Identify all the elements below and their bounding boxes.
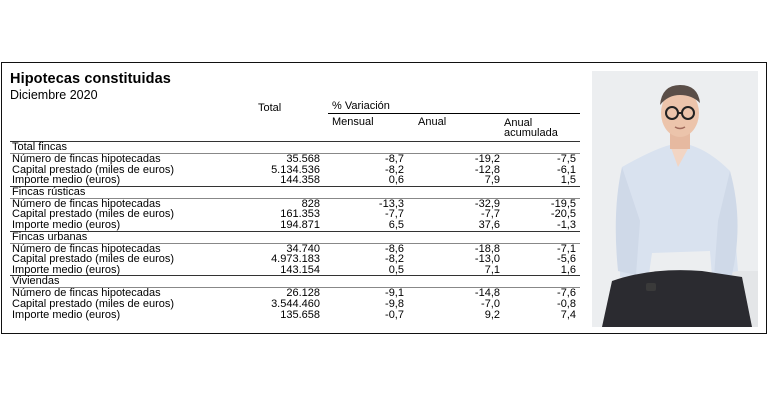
- cell-total: 3.544.460: [271, 297, 320, 310]
- section-header: [10, 231, 580, 244]
- header-anual-acumulada-2: acumulada: [504, 127, 558, 139]
- man-with-glasses-photo: [592, 71, 758, 327]
- row-label: Número de fincas hipotecadas: [12, 242, 161, 255]
- row-label: Capital prestado (miles de euros): [12, 253, 175, 266]
- cell-mensual: -8,7: [385, 153, 404, 165]
- section-label: Viviendas: [12, 275, 60, 288]
- portrait-photo: [592, 71, 758, 327]
- mortgage-table: [10, 101, 580, 320]
- cell-mensual: -13,3: [378, 197, 404, 210]
- cell-anual: 7,9: [484, 174, 500, 187]
- table-subtitle: Diciembre 2020: [10, 88, 98, 102]
- header-variacion: % Variación: [332, 100, 390, 112]
- cell-total: 135.658: [280, 308, 320, 321]
- cell-anual: 37,6: [478, 218, 500, 231]
- cell-mensual: 0,6: [388, 174, 404, 187]
- cell-mensual: -8,2: [385, 163, 404, 176]
- cell-total: 828: [301, 197, 320, 210]
- section-label: Total fincas: [12, 141, 68, 153]
- cell-mensual: -9,8: [385, 297, 404, 310]
- row-label: Capital prestado (miles de euros): [12, 163, 175, 176]
- table-row: [10, 220, 580, 231]
- cell-anual: 9,2: [484, 308, 500, 321]
- cell-anual: -7,0: [481, 297, 500, 310]
- cell-anual: 7,1: [484, 263, 500, 276]
- cell-acumulada: -7,5: [557, 153, 576, 165]
- cell-total: 161.353: [280, 208, 320, 221]
- section-label: Fincas rústicas: [12, 185, 86, 198]
- cell-total: 143.154: [280, 263, 320, 276]
- cell-total: 26.128: [286, 287, 320, 300]
- cell-total: 35.568: [286, 153, 320, 165]
- cell-anual: -13,0: [474, 253, 500, 266]
- header-mensual: Mensual: [332, 116, 374, 128]
- cell-anual: -32,9: [474, 197, 500, 210]
- cell-acumulada: -0,8: [557, 297, 576, 310]
- row-label: Número de fincas hipotecadas: [12, 153, 161, 165]
- table-title: Hipotecas constituidas: [10, 71, 171, 87]
- cell-total: 4.973.183: [271, 253, 320, 266]
- cell-mensual: 0,5: [388, 263, 404, 276]
- header-anual-acumulada-1: Anual: [504, 117, 533, 129]
- row-label: Número de fincas hipotecadas: [12, 287, 161, 300]
- cell-acumulada: -5,6: [557, 253, 576, 266]
- cell-acumulada: -1,3: [557, 218, 576, 231]
- row-label: Importe medio (euros): [12, 263, 121, 276]
- cell-mensual: -7,7: [385, 208, 404, 221]
- row-label: Importe medio (euros): [12, 308, 121, 321]
- cell-mensual: -8,2: [385, 253, 404, 266]
- table-header: [10, 101, 580, 141]
- cell-mensual: -9,1: [385, 287, 404, 300]
- cell-acumulada: -19,5: [550, 197, 576, 210]
- cell-acumulada: -7,1: [557, 242, 576, 255]
- mortgage-table-panel: [1, 62, 767, 334]
- cell-anual: -19,2: [474, 153, 500, 165]
- cell-mensual: -8,6: [385, 242, 404, 255]
- cell-acumulada: 1,5: [560, 174, 576, 187]
- table-body: [10, 141, 580, 320]
- cell-acumulada: -6,1: [557, 163, 576, 176]
- cell-acumulada: 1,6: [560, 263, 576, 276]
- cell-total: 34.740: [286, 242, 320, 255]
- table-row: [10, 175, 580, 186]
- table-row: [10, 310, 580, 321]
- cell-anual: -14,8: [474, 287, 500, 300]
- row-label: Número de fincas hipotecadas: [12, 197, 161, 210]
- row-label: Importe medio (euros): [12, 174, 121, 187]
- section-label: Fincas urbanas: [12, 230, 88, 243]
- cell-mensual: 6,5: [388, 218, 404, 231]
- cell-total: 144.358: [280, 174, 320, 187]
- cell-mensual: -0,7: [385, 308, 404, 321]
- cell-acumulada: 7,4: [560, 308, 576, 321]
- cell-total: 194.871: [280, 218, 320, 231]
- table-row: [10, 265, 580, 276]
- cell-acumulada: -7,6: [557, 287, 576, 300]
- header-total: Total: [258, 102, 282, 114]
- cell-anual: -18,8: [474, 242, 500, 255]
- header-rule: [328, 113, 580, 114]
- cell-total: 5.134.536: [271, 163, 320, 176]
- cell-anual: -12,8: [474, 163, 500, 176]
- table-row: [10, 154, 580, 165]
- section-header: [10, 186, 580, 199]
- table-row: [10, 299, 580, 310]
- cell-acumulada: -20,5: [550, 208, 576, 221]
- header-anual: Anual: [418, 116, 447, 128]
- row-label: Capital prestado (miles de euros): [12, 208, 175, 221]
- row-label: Capital prestado (miles de euros): [12, 297, 175, 310]
- row-label: Importe medio (euros): [12, 218, 121, 231]
- cell-anual: -7,7: [481, 208, 500, 221]
